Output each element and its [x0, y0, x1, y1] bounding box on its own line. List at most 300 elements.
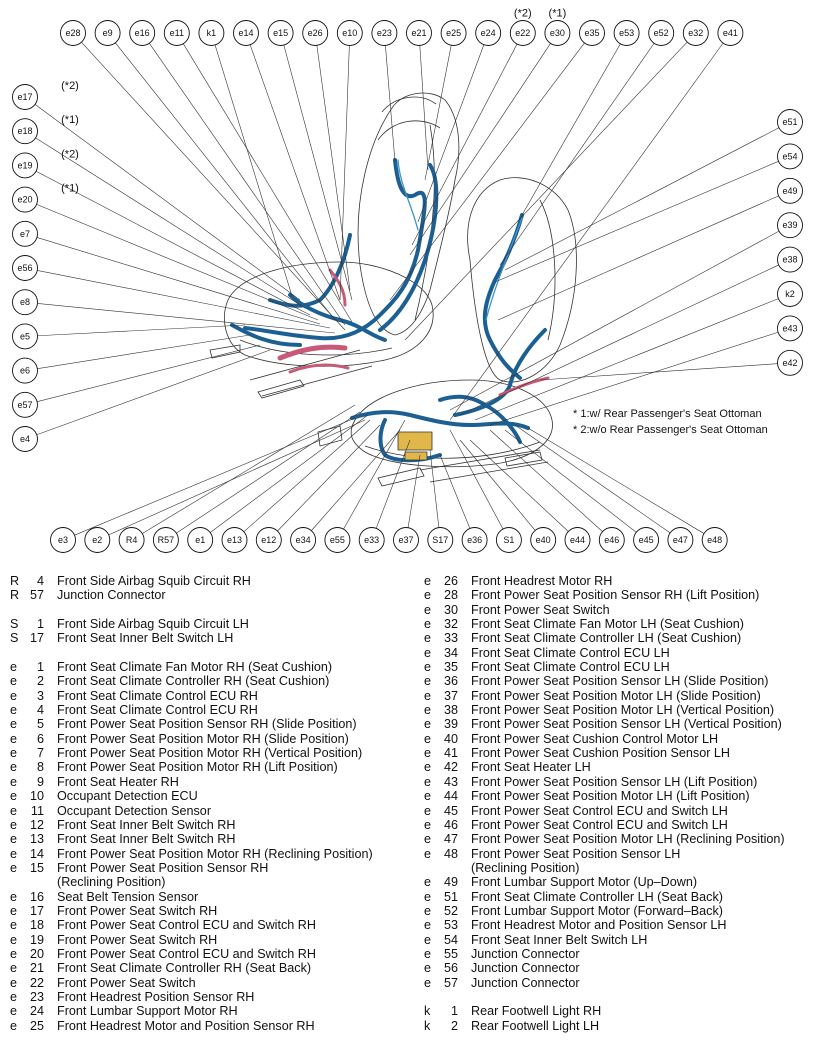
connector-label: e19: [17, 160, 33, 171]
connector-e7: [13, 221, 38, 246]
connector-label: e56: [17, 263, 33, 273]
connector-label: e37: [398, 535, 414, 545]
legend-row: [424, 818, 785, 832]
connector-label: e10: [342, 28, 358, 38]
leader-line: [412, 44, 517, 245]
legend-number: 22: [29, 975, 44, 990]
connector-label: e30: [549, 28, 565, 38]
connector-label: e39: [782, 220, 798, 231]
legend-number: 3: [36, 688, 44, 703]
connector-e44: [565, 528, 590, 553]
connector-label: e21: [411, 28, 427, 38]
legend-row: [10, 804, 373, 818]
variant-mark: (*2): [61, 80, 79, 92]
legend-number: 40: [443, 731, 458, 746]
leader-line: [408, 455, 420, 528]
legend-number: 51: [443, 889, 458, 904]
connector-e42: [778, 350, 803, 375]
legend-description: Front Power Seat Position Motor LH (Slide Position): [471, 688, 761, 703]
legend-prefix: e: [424, 846, 432, 861]
legend-number: 52: [443, 903, 458, 918]
connector-S17: [428, 528, 453, 553]
legend-row: [424, 832, 785, 846]
legend-number: [436, 861, 458, 875]
legend-description: Front Headrest Motor and Position Sensor RH: [57, 1018, 315, 1033]
legend-row: [10, 674, 373, 688]
connector-e30: [545, 8, 570, 46]
connector-e57: [13, 392, 38, 417]
legend-row: [10, 875, 373, 889]
legend-description: Front Power Seat Cushion Position Sensor LH: [471, 746, 731, 761]
legend-description: Front Power Seat Position Motor RH (Slide Position): [57, 731, 349, 746]
connector-e51: [778, 110, 803, 135]
legend-row: [424, 674, 785, 688]
legend-prefix: e: [10, 717, 18, 732]
legend-number: 41: [443, 746, 458, 761]
connector-e37: [394, 528, 419, 553]
legend-number: 49: [443, 875, 458, 890]
connector-label: e47: [672, 535, 688, 545]
legend-prefix: e: [424, 674, 432, 689]
legend-description: Front Power Seat Switch RH: [57, 932, 218, 947]
legend-description: Front Seat Climate Control ECU RH: [57, 703, 258, 718]
connector-e12: [256, 528, 281, 553]
legend-description: Front Side Airbag Squib Circuit LH: [57, 617, 249, 632]
legend-prefix: e: [10, 918, 18, 933]
connector-label: e23: [376, 28, 392, 38]
connector-label: e38: [782, 254, 798, 265]
legend-prefix: e: [424, 774, 432, 789]
legend-row: [424, 861, 785, 875]
leader-line: [522, 44, 620, 215]
legend-number: 37: [443, 688, 458, 703]
connector-label: e41: [722, 28, 738, 38]
leader-line: [109, 420, 365, 535]
connector-e47: [668, 528, 693, 553]
leader-line: [183, 44, 352, 322]
leader-line: [418, 45, 484, 222]
connector-label: R57: [157, 535, 175, 545]
legend-row: [10, 617, 373, 631]
legend-row: [10, 961, 373, 975]
legend-number: 1: [36, 660, 44, 675]
legend-description: Front Power Seat Position Motor RH (Reclining Position): [57, 846, 373, 861]
legend-number: 44: [443, 789, 458, 804]
connector-e43: [778, 316, 803, 341]
legend-description: Front Power Seat Position Motor LH (Reclining Position): [471, 832, 785, 847]
connector-e56: [13, 256, 38, 281]
connector-e52: [649, 21, 674, 46]
legend-number: [22, 875, 44, 889]
legend-prefix: e: [10, 660, 18, 675]
legend-number: 36: [443, 674, 458, 689]
connector-e55: [325, 528, 350, 553]
legend-row: [424, 617, 785, 631]
legend-row: [424, 1004, 785, 1018]
legend-row: [424, 760, 785, 774]
legend-number: 39: [443, 717, 458, 732]
legend-description: Front Seat Inner Belt Switch LH: [57, 631, 234, 646]
legend-prefix: e: [424, 645, 432, 660]
legend-description: Front Power Seat Position Sensor LH (Slide Position): [471, 674, 769, 689]
connector-e16: [130, 21, 155, 46]
legend-number: 33: [443, 631, 458, 646]
connector-label: e34: [295, 535, 311, 545]
connector-e2: [85, 528, 110, 553]
note-2: * 2:w/o Rear Passenger's Seat Ottoman: [573, 424, 768, 436]
connector-e6: [13, 358, 38, 383]
legend-prefix: e: [10, 903, 18, 918]
connector-label: e15: [273, 28, 289, 38]
legend-number: 1: [450, 1004, 458, 1019]
connector-label: e45: [638, 535, 654, 545]
legend-prefix: e: [10, 832, 18, 847]
leader-line: [35, 104, 300, 300]
leader-line: [115, 43, 335, 320]
legend-number: 17: [29, 631, 44, 646]
legend-row: [10, 775, 373, 789]
connector-e22: [510, 8, 535, 46]
legend-prefix: [10, 875, 22, 889]
legend-row: [424, 574, 785, 588]
legend-row: [424, 603, 785, 617]
legend-number: 38: [443, 703, 458, 718]
connector-e54: [778, 144, 803, 169]
legend-prefix: e: [424, 746, 432, 761]
legend-prefix: e: [424, 703, 432, 718]
legend-number: 45: [443, 803, 458, 818]
legend-prefix: e: [424, 789, 432, 804]
legend-number: 16: [29, 889, 44, 904]
legend-row: [10, 631, 373, 645]
legend-description: Front Power Seat Position Sensor RH (Slide Position): [57, 717, 357, 732]
connector-S1: [496, 528, 521, 553]
legend-row: [10, 660, 373, 674]
legend-prefix: e: [424, 932, 432, 947]
legend-number: 18: [29, 918, 44, 933]
legend-row: [10, 1019, 373, 1033]
legend-description: Front Seat Inner Belt Switch RH: [57, 817, 236, 832]
legend-number: 48: [443, 846, 458, 861]
connector-e38: [778, 247, 803, 272]
leader-line: [420, 45, 428, 170]
legend-row: [10, 976, 373, 990]
legend-prefix: e: [10, 1018, 18, 1033]
legend-row: [424, 976, 785, 990]
leader-line: [498, 196, 779, 320]
legend-row: [10, 890, 373, 904]
connector-label: e18: [17, 126, 33, 137]
legend-prefix: e: [424, 688, 432, 703]
legend-row: [424, 631, 785, 645]
legend-description: Occupant Detection Sensor: [57, 803, 212, 818]
legend-row: [10, 933, 373, 947]
legend-number: 57: [443, 975, 458, 990]
legend-description: Front Power Seat Switch: [471, 602, 610, 617]
leader-line: [515, 425, 670, 533]
legend-row: [424, 890, 785, 904]
connector-label: e48: [707, 535, 723, 545]
leader-line: [37, 335, 250, 369]
legend-row: [424, 961, 785, 975]
legend-row: [10, 847, 373, 861]
legend-prefix: e: [424, 889, 432, 904]
connector-e34: [291, 528, 316, 553]
legend-prefix: S: [10, 631, 19, 646]
variant-mark: (*1): [61, 182, 79, 195]
legend-prefix: e: [424, 832, 432, 847]
legend-number: 53: [443, 918, 458, 933]
legend-description: Front Seat Climate Controller LH (Seat Cushion): [471, 631, 742, 646]
legend-row: [424, 875, 785, 889]
connector-e18: [13, 114, 79, 144]
connector-e41: [718, 21, 743, 46]
legend-description: Junction Connector: [471, 961, 580, 976]
legend-prefix: R: [10, 588, 20, 603]
legend-description: Front Seat Climate Controller RH (Seat Cushion): [57, 674, 330, 689]
leader-line: [250, 45, 340, 300]
connector-k2: [778, 282, 803, 307]
connector-e19: [13, 148, 79, 178]
legend-description: (Reclining Position): [57, 875, 166, 890]
connector-label: e52: [653, 28, 669, 38]
leader-line: [540, 364, 778, 380]
connector-label: e4: [19, 434, 31, 444]
connector-e26: [303, 21, 328, 46]
legend-row: [10, 861, 373, 875]
connector-label: e55: [329, 535, 345, 545]
connector-label: e51: [782, 117, 798, 127]
legend-row: [424, 775, 785, 789]
legend-description: Front Power Seat Switch RH: [57, 903, 218, 918]
legend-description: Front Seat Climate Control ECU LH: [471, 645, 670, 660]
legend-prefix: e: [424, 602, 432, 617]
connector-label: e33: [364, 535, 380, 545]
legend-row: [424, 789, 785, 803]
legend-number: 4: [36, 574, 44, 588]
connector-e48: [702, 528, 727, 553]
legend-gap: [10, 646, 373, 660]
leader-line: [450, 231, 779, 410]
legend-prefix: e: [10, 889, 18, 904]
legend-prefix: e: [424, 817, 432, 832]
connector-e36: [462, 528, 487, 553]
legend-prefix: e: [10, 760, 18, 775]
legend-number: 35: [443, 660, 458, 675]
legend-row: [10, 904, 373, 918]
connector-e28: [61, 21, 86, 46]
legend-number: 55: [443, 946, 458, 961]
connector-e4: [13, 427, 38, 452]
notes: [573, 406, 768, 438]
connector-label: e46: [604, 535, 620, 545]
leader-line: [490, 430, 603, 532]
legend-number: 2: [36, 674, 44, 689]
legend-description: Front Power Seat Position Sensor LH (Lift Position): [471, 774, 758, 789]
legend-prefix: e: [10, 774, 18, 789]
connector-label: e7: [19, 228, 31, 239]
connector-label: S1: [503, 535, 515, 545]
legend-number: 11: [30, 803, 44, 818]
legend-number: 56: [443, 961, 458, 976]
legend-number: 21: [29, 961, 44, 976]
leader-line: [37, 303, 335, 333]
legend-description: Junction Connector: [471, 975, 580, 990]
legend-description: Occupant Detection ECU: [57, 789, 198, 804]
leader-line: [142, 405, 355, 534]
legend-number: 54: [443, 932, 458, 947]
legend-description: Front Seat Heater RH: [57, 774, 179, 789]
variant-mark: (*2): [61, 148, 79, 161]
connector-label: e11: [169, 28, 184, 38]
legend-number: 17: [29, 903, 44, 918]
connector-label: e44: [569, 535, 586, 545]
legend-prefix: e: [424, 731, 432, 746]
leader-line: [450, 430, 503, 529]
legend-prefix: e: [424, 946, 432, 961]
legend-prefix: e: [10, 961, 18, 976]
legend-prefix: e: [10, 932, 18, 947]
connector-e39: [778, 213, 803, 238]
legend-row: [10, 588, 373, 602]
legend-row: [424, 904, 785, 918]
leader-line: [390, 43, 584, 300]
legend-description: Front Seat Inner Belt Switch RH: [57, 832, 236, 847]
connector-e46: [599, 528, 624, 553]
legend-prefix: e: [10, 803, 18, 818]
legend-prefix: e: [10, 789, 18, 804]
legend-prefix: e: [10, 746, 18, 761]
note-1: * 1:w/ Rear Passenger's Seat Ottoman: [573, 408, 762, 420]
legend-number: 32: [443, 617, 458, 632]
connector-label: e43: [782, 323, 798, 334]
legend-number: 30: [443, 602, 458, 617]
variant-mark: (*1): [548, 7, 567, 20]
legend-number: 7: [36, 746, 44, 761]
legend-number: 25: [29, 1018, 44, 1033]
legend-row: [424, 1019, 785, 1033]
legend-description: Front Power Seat Position Sensor LH (Vertical Position): [471, 717, 782, 732]
legend-prefix: e: [10, 817, 18, 832]
connector-label: e49: [782, 185, 798, 196]
connector-label: e12: [261, 535, 277, 545]
legend-row: [424, 918, 785, 932]
legend-row: [10, 689, 373, 703]
connector-R57: [153, 528, 178, 553]
legend-description: Seat Belt Tension Sensor: [57, 889, 199, 904]
connector-e10: [337, 21, 362, 46]
leader-line: [450, 43, 723, 420]
legend-description: Front Seat Climate Controller LH (Seat Back): [471, 889, 723, 904]
leader-line: [277, 425, 380, 531]
legend-row: [10, 717, 373, 731]
legend-description: Rear Footwell Light LH: [471, 1018, 600, 1033]
connector-R4: [119, 528, 144, 553]
legend-row: [10, 746, 373, 760]
leader-line: [500, 43, 654, 265]
legend-number: 26: [443, 574, 458, 588]
legend-description: Front Power Seat Position Sensor RH (Lift Position): [471, 588, 760, 603]
legend-prefix: e: [10, 1004, 18, 1019]
legend-number: 9: [36, 774, 44, 789]
legend-description: Front Headrest Position Sensor RH: [57, 989, 255, 1004]
leader-line: [495, 161, 778, 282]
variant-mark: (*2): [513, 7, 532, 20]
legend-description: Front Power Seat Position Motor LH (Lift Position): [471, 789, 750, 804]
leader-line: [210, 415, 368, 533]
connector-e24: [476, 21, 501, 46]
leader-line: [37, 204, 318, 320]
legend-description: Front Power Seat Cushion Control Motor LH: [471, 731, 719, 746]
connector-label: k1: [206, 28, 217, 38]
legend-description: Front Power Seat Position Motor RH (Vertical Position): [57, 746, 363, 761]
legend-row: [424, 646, 785, 660]
legend-row: [10, 760, 373, 774]
legend-prefix: e: [10, 703, 18, 718]
legend-description: Front Lumbar Support Motor RH: [57, 1004, 238, 1019]
leader-line: [284, 45, 352, 300]
connector-e11: [164, 21, 189, 46]
legend-description: Front Power Seat Switch: [57, 975, 196, 990]
legend-number: 13: [29, 832, 44, 847]
leader-line: [440, 455, 470, 528]
legend-row: [10, 703, 373, 717]
connector-label: e20: [17, 194, 33, 205]
connector-label: e53: [619, 28, 635, 38]
legend-right-column: [424, 574, 785, 1033]
legend-description: Front Seat Climate Fan Motor LH (Seat Cushion): [471, 617, 744, 632]
legend-prefix: e: [10, 860, 18, 875]
legend-description: (Reclining Position): [471, 860, 580, 875]
connector-k1: [199, 21, 224, 46]
legend-prefix: e: [424, 961, 432, 976]
legend-number: 47: [443, 832, 458, 847]
legend-row: [424, 703, 785, 717]
connector-label: e25: [446, 28, 462, 38]
connector-label: R4: [125, 535, 138, 545]
connector-label: e42: [782, 357, 798, 368]
legend-number: 34: [443, 645, 458, 660]
legend-gap: [10, 603, 373, 617]
connector-e21: [407, 21, 432, 46]
legend-description: Front Seat Climate Controller RH (Seat Back): [57, 961, 312, 976]
legend-prefix: e: [10, 975, 18, 990]
leader-line: [36, 138, 305, 308]
legend-number: 2: [450, 1018, 458, 1033]
leader-line: [425, 45, 451, 180]
legend-number: 57: [29, 588, 44, 603]
legend-number: 42: [443, 760, 458, 775]
connector-e32: [683, 21, 708, 46]
legend-row: [424, 717, 785, 731]
connector-e3: [51, 528, 76, 553]
legend-number: 14: [29, 846, 44, 861]
legend-row: [10, 832, 373, 846]
connector-label: e9: [102, 28, 113, 38]
connector-e8: [13, 290, 38, 315]
connector-label: e40: [535, 535, 551, 545]
connector-e35: [580, 21, 605, 46]
connector-label: e22: [515, 28, 531, 38]
legend-description: Front Lumbar Support Motor (Forward–Back): [471, 903, 723, 918]
legend-prefix: e: [424, 975, 432, 990]
legend-prefix: e: [424, 574, 432, 588]
legend-description: Front Power Seat Control ECU and Switch LH: [471, 817, 728, 832]
connector-label: e14: [238, 28, 254, 38]
connector-e14: [234, 21, 259, 46]
legend-description: Front Side Airbag Squib Circuit RH: [57, 574, 251, 588]
leader-line: [149, 43, 345, 325]
